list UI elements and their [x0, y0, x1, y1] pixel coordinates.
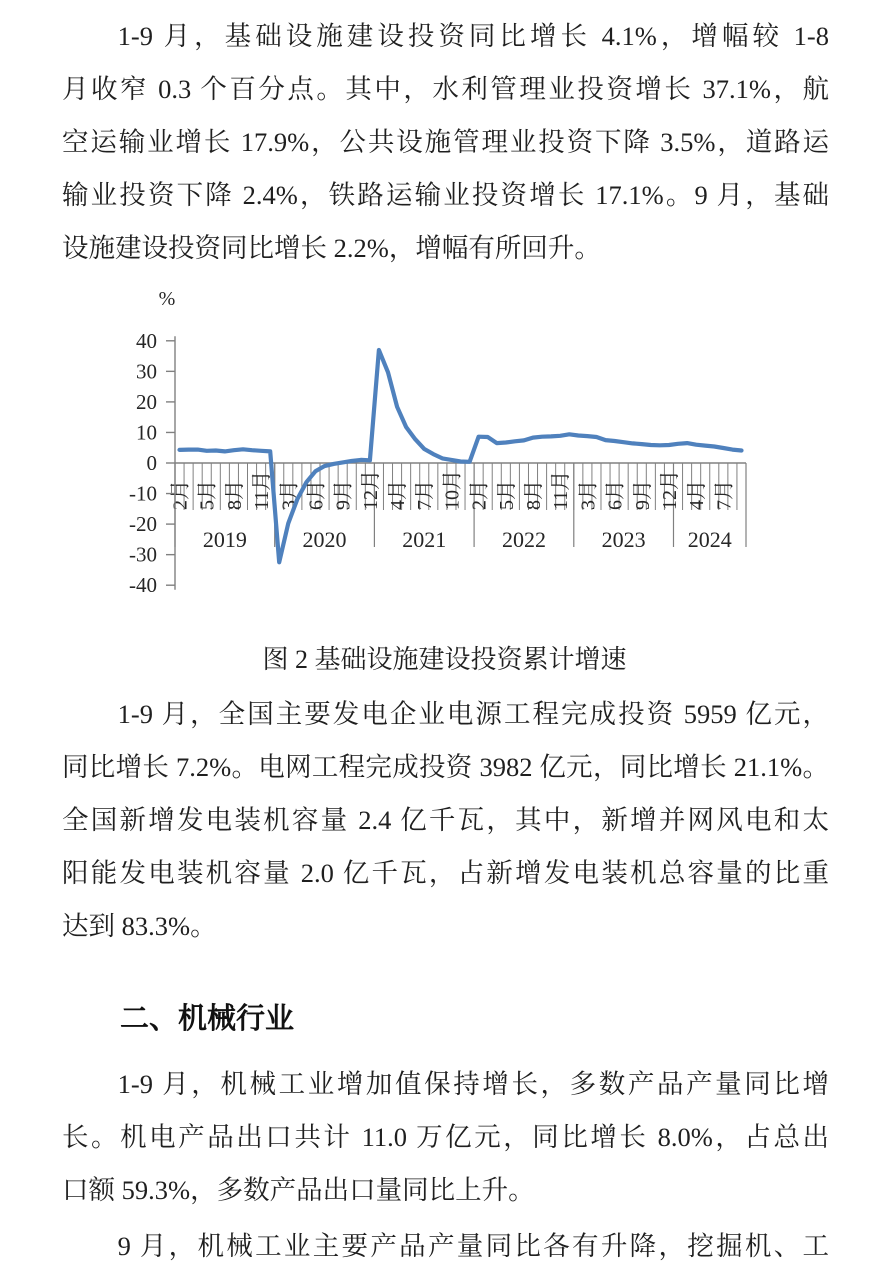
svg-text:6月: 6月: [604, 480, 627, 510]
svg-text:20: 20: [136, 389, 157, 414]
svg-text:2月: 2月: [468, 480, 491, 510]
paragraph-infrastructure-investment: [62, 10, 829, 275]
svg-text:40: 40: [136, 328, 157, 353]
text-line: 1-9 月，全国主要发电企业电源工程完成投资 5959 亿元，: [117, 699, 829, 729]
svg-text:8月: 8月: [523, 480, 545, 510]
svg-text:9月: 9月: [631, 480, 654, 510]
svg-text:2019: 2019: [202, 527, 247, 552]
svg-text:4月: 4月: [686, 480, 709, 510]
section-heading-machinery: 二、机械行业: [120, 1003, 295, 1035]
document-body: [0, 10, 889, 1273]
svg-text:10月: 10月: [441, 470, 464, 510]
text-line: 1-9 月，基础设施建设投资同比增长 4.1%，增幅较 1-8: [117, 21, 829, 51]
svg-text:%: %: [158, 288, 176, 310]
svg-text:-10: -10: [129, 481, 157, 506]
svg-text:2022: 2022: [501, 527, 546, 552]
text-line: 口额 59.3%，多数产品出口量同比上升。: [62, 1175, 535, 1205]
text-line: 空运输业增长 17.9%，公共设施管理业投资下降 3.5%，道路运: [62, 127, 829, 157]
svg-text:12月: 12月: [659, 470, 681, 510]
svg-text:-30: -30: [129, 542, 157, 567]
svg-text:5月: 5月: [196, 480, 219, 510]
svg-text:-20: -20: [129, 512, 157, 537]
svg-text:3月: 3月: [577, 480, 600, 510]
text-line: 长。机电产品出口共计 11.0 万亿元，同比增长 8.0%，占总出: [62, 1122, 829, 1152]
text-line: 9 月，机械工业主要产品产量同比各有升降，挖掘机、工: [117, 1231, 829, 1261]
svg-text:30: 30: [136, 359, 157, 384]
figure-caption: 图 2 基础设施建设投资累计增速: [262, 645, 627, 674]
svg-text:2024: 2024: [687, 527, 732, 552]
infrastructure-investment-line-chart: [0, 287, 889, 617]
svg-text:11月: 11月: [550, 470, 573, 510]
svg-text:2020: 2020: [302, 527, 347, 552]
svg-text:8月: 8月: [223, 480, 246, 510]
svg-text:3月: 3月: [278, 480, 301, 510]
svg-text:2021: 2021: [402, 527, 447, 552]
figure-2: [0, 287, 889, 676]
svg-text:5月: 5月: [495, 480, 518, 510]
text-line: 输业投资下降 2.4%，铁路运输业投资增长 17.1%。9 月，基础: [62, 180, 829, 210]
text-line: 月收窄 0.3 个百分点。其中，水利管理业投资增长 37.1%，航: [62, 74, 829, 104]
svg-text:4月: 4月: [387, 480, 410, 510]
text-line: 同比增长 7.2%。电网工程完成投资 3982 亿元，同比增长 21.1%。: [62, 752, 829, 782]
text-line: 全国新增发电装机容量 2.4 亿千瓦，其中，新增并网风电和太: [62, 805, 829, 835]
text-line: 阳能发电装机容量 2.0 亿千瓦，占新增发电装机总容量的比重: [62, 858, 829, 888]
svg-text:2月: 2月: [169, 480, 192, 510]
svg-text:9月: 9月: [332, 480, 355, 510]
paragraph-machinery-products: [62, 1220, 829, 1273]
text-line: 达到 83.3%。: [62, 911, 217, 941]
svg-text:11月: 11月: [251, 470, 274, 510]
svg-text:7月: 7月: [713, 480, 736, 510]
text-line: 1-9 月，机械工业增加值保持增长，多数产品产量同比增: [117, 1069, 829, 1099]
svg-text:-40: -40: [129, 573, 157, 598]
svg-text:10: 10: [136, 420, 157, 445]
text-line: 设施建设投资同比增长 2.2%，增幅有所回升。: [62, 233, 601, 263]
svg-text:0: 0: [146, 451, 157, 475]
paragraph-machinery-overview: [62, 1058, 829, 1217]
svg-text:2023: 2023: [601, 527, 646, 552]
svg-text:7月: 7月: [414, 480, 437, 510]
svg-text:6月: 6月: [305, 480, 328, 510]
svg-text:12月: 12月: [359, 470, 382, 510]
paragraph-power-investment: [62, 688, 829, 953]
